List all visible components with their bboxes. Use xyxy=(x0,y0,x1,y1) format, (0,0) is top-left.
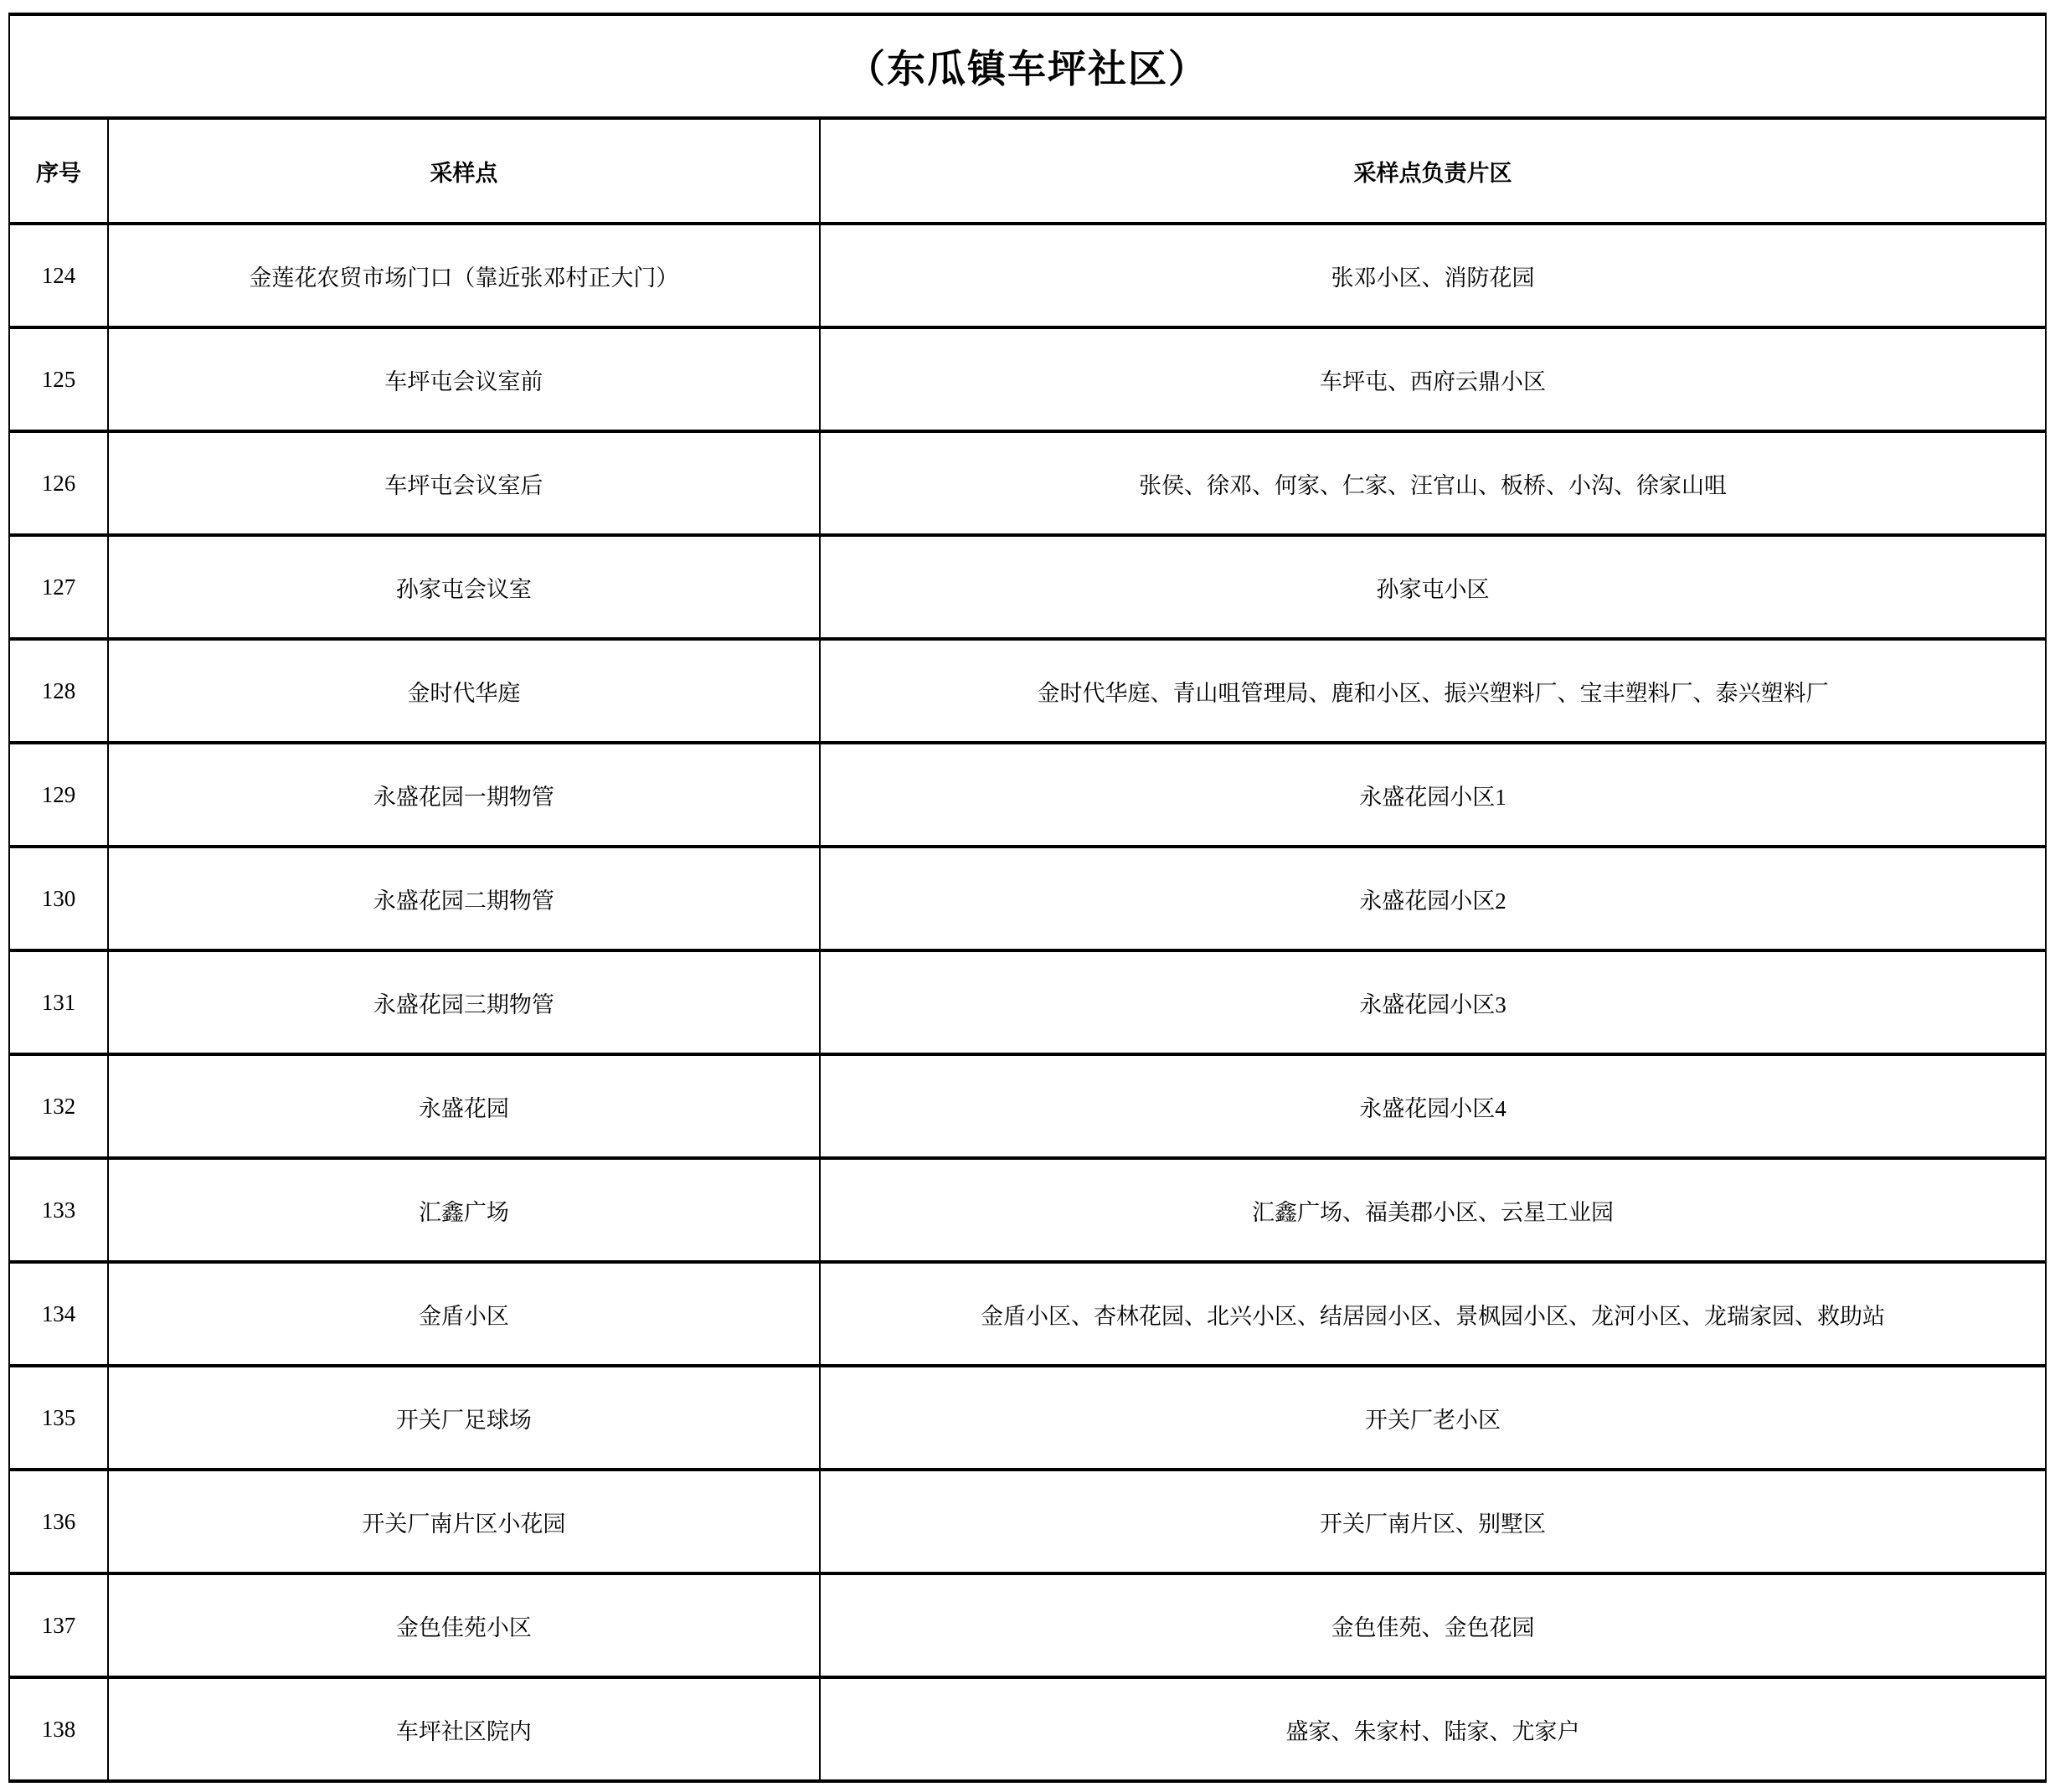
responsible-area-cell: 永盛花园小区4 xyxy=(820,1054,2046,1158)
row-number-cell: 128 xyxy=(9,639,108,743)
sampling-point-cell: 金时代华庭 xyxy=(108,639,820,743)
table-row xyxy=(9,535,2046,639)
table-row xyxy=(9,1470,2046,1573)
row-number-cell: 126 xyxy=(9,431,108,535)
sampling-point-cell: 金盾小区 xyxy=(108,1262,820,1366)
sampling-point-cell: 开关厂足球场 xyxy=(108,1366,820,1470)
row-number-cell: 138 xyxy=(9,1677,108,1781)
sampling-point-cell: 永盛花园二期物管 xyxy=(108,847,820,950)
column-header-responsible-area: 采样点负责片区 xyxy=(820,118,2046,224)
row-number-cell: 130 xyxy=(9,847,108,950)
sampling-point-cell: 永盛花园 xyxy=(108,1054,820,1158)
table-header-row xyxy=(9,118,2046,224)
sampling-point-cell: 孙家屯会议室 xyxy=(108,535,820,639)
table-row xyxy=(9,1262,2046,1366)
row-number-cell: 127 xyxy=(9,535,108,639)
sampling-point-cell: 永盛花园一期物管 xyxy=(108,743,820,847)
table-row xyxy=(9,327,2046,431)
page-title: （东瓜镇车坪社区） xyxy=(9,14,2046,118)
table-row xyxy=(9,743,2046,847)
responsible-area-cell: 永盛花园小区3 xyxy=(820,950,2046,1054)
row-number-cell: 131 xyxy=(9,950,108,1054)
column-header-no: 序号 xyxy=(9,118,108,224)
title-row xyxy=(9,14,2046,118)
table-row xyxy=(9,1054,2046,1158)
responsible-area-cell: 金色佳苑、金色花园 xyxy=(820,1573,2046,1677)
row-number-cell: 136 xyxy=(9,1470,108,1573)
responsible-area-cell: 永盛花园小区1 xyxy=(820,743,2046,847)
table-row xyxy=(9,950,2046,1054)
responsible-area-cell: 盛家、朱家村、陆家、尤家户 xyxy=(820,1677,2046,1781)
column-header-sampling-point: 采样点 xyxy=(108,118,820,224)
responsible-area-cell: 车坪屯、西府云鼎小区 xyxy=(820,327,2046,431)
sampling-points-table xyxy=(8,13,2047,1783)
responsible-area-cell: 金盾小区、杏林花园、北兴小区、结居园小区、景枫园小区、龙河小区、龙瑞家园、救助站 xyxy=(820,1262,2046,1366)
responsible-area-cell: 开关厂南片区、别墅区 xyxy=(820,1470,2046,1573)
row-number-cell: 137 xyxy=(9,1573,108,1677)
sampling-point-cell: 车坪屯会议室前 xyxy=(108,327,820,431)
sampling-point-cell: 汇鑫广场 xyxy=(108,1158,820,1262)
row-number-cell: 135 xyxy=(9,1366,108,1470)
responsible-area-cell: 汇鑫广场、福美郡小区、云星工业园 xyxy=(820,1158,2046,1262)
responsible-area-cell: 张邓小区、消防花园 xyxy=(820,224,2046,327)
table-body xyxy=(9,224,2046,1781)
row-number-cell: 132 xyxy=(9,1054,108,1158)
table-row xyxy=(9,1158,2046,1262)
sampling-point-cell: 永盛花园三期物管 xyxy=(108,950,820,1054)
row-number-cell: 134 xyxy=(9,1262,108,1366)
document-sheet xyxy=(8,13,2047,1783)
responsible-area-cell: 开关厂老小区 xyxy=(820,1366,2046,1470)
sampling-point-cell: 车坪社区院内 xyxy=(108,1677,820,1781)
sampling-point-cell: 金莲花农贸市场门口（靠近张邓村正大门） xyxy=(108,224,820,327)
row-number-cell: 124 xyxy=(9,224,108,327)
table-row xyxy=(9,431,2046,535)
responsible-area-cell: 张侯、徐邓、何家、仁家、汪官山、板桥、小沟、徐家山咀 xyxy=(820,431,2046,535)
table-row xyxy=(9,224,2046,327)
table-row xyxy=(9,639,2046,743)
responsible-area-cell: 孙家屯小区 xyxy=(820,535,2046,639)
sampling-point-cell: 金色佳苑小区 xyxy=(108,1573,820,1677)
table-row xyxy=(9,1677,2046,1781)
sampling-point-cell: 开关厂南片区小花园 xyxy=(108,1470,820,1573)
responsible-area-cell: 金时代华庭、青山咀管理局、鹿和小区、振兴塑料厂、宝丰塑料厂、泰兴塑料厂 xyxy=(820,639,2046,743)
table-row xyxy=(9,847,2046,950)
table-row xyxy=(9,1573,2046,1677)
responsible-area-cell: 永盛花园小区2 xyxy=(820,847,2046,950)
row-number-cell: 125 xyxy=(9,327,108,431)
row-number-cell: 129 xyxy=(9,743,108,847)
row-number-cell: 133 xyxy=(9,1158,108,1262)
table-row xyxy=(9,1366,2046,1470)
sampling-point-cell: 车坪屯会议室后 xyxy=(108,431,820,535)
